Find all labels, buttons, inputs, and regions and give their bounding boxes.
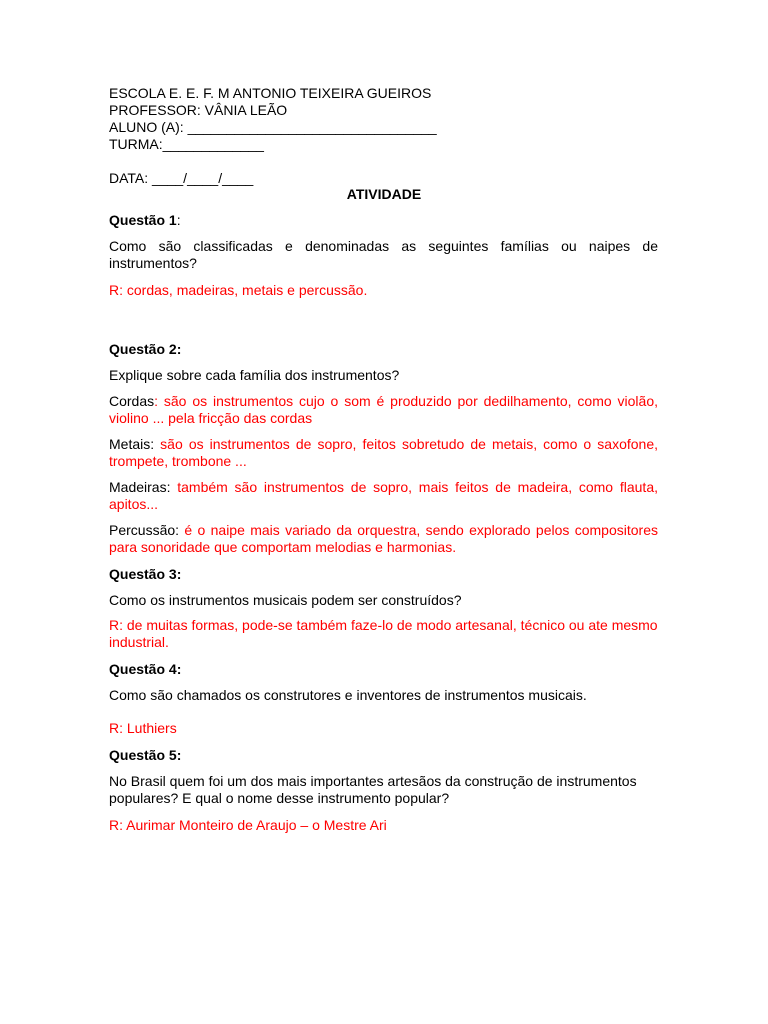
teacher-line: PROFESSOR: VÂNIA LEÃO (109, 102, 288, 118)
answer-percussao-text: é o naipe mais variado da orquestra, sendo explorado pelos compositores para sonoridade que comportam melodias e harmonias. (109, 522, 658, 555)
student-line: ALUNO (A): ________________________________ (109, 119, 437, 135)
question-2-label: Questão 2: (109, 341, 182, 357)
question-1-label: Questão 1 (109, 212, 177, 228)
date-line: DATA: ____/____/____ (109, 170, 254, 186)
question-4-text: Como são chamados os construtores e inventores de instrumentos musicais. (109, 687, 587, 703)
school-name: ESCOLA E. E. F. M ANTONIO TEIXEIRA GUEIROS (109, 85, 432, 101)
answer-percussao-label: Percussão: (109, 522, 180, 538)
question-1-heading (109, 212, 658, 229)
question-4-answer: R: Luthiers (109, 720, 177, 736)
answer-cordas (109, 393, 658, 427)
question-1-colon: : (176, 212, 181, 228)
answer-madeiras-text: também são instrumentos de sopro, mais feitos de madeira, como flauta, apitos... (109, 479, 658, 512)
question-5-answer: R: Aurimar Monteiro de Araujo – o Mestre Ari (109, 817, 387, 833)
answer-metais-text: são os instrumentos de sopro, feitos sobretudo de metais, como o saxofone, trompete, trombone ... (109, 436, 658, 469)
question-5-text: No Brasil quem foi um dos mais importantes artesãos da construção de instrumentos populares? E qual o nome desse instrumento popular? (109, 773, 637, 806)
question-5-label: Questão 5: (109, 747, 182, 763)
answer-percussao (109, 522, 658, 556)
question-3-answer: R: de muitas formas, pode-se também faze-lo de modo artesanal, técnico ou ate mesmo industrial. (109, 617, 658, 650)
question-1-text: Como são classificadas e denominadas as seguintes famílias ou naipes de instrumentos? (109, 238, 658, 271)
answer-cordas-label: Cordas (109, 393, 155, 409)
question-4-label: Questão 4: (109, 661, 182, 677)
question-3-text: Como os instrumentos musicais podem ser construídos? (109, 592, 462, 608)
answer-cordas-text: : são os instrumentos cujo o som é produzido por dedilhamento, como violão, violino ... pela fricção das cordas (109, 393, 658, 426)
page-title: ATIVIDADE (346, 186, 422, 202)
question-1-answer: R: cordas, madeiras, metais e percussão. (109, 282, 368, 298)
answer-madeiras-label: Madeiras: (109, 479, 171, 495)
class-line: TURMA:_____________ (109, 136, 264, 152)
answer-metais (109, 436, 658, 470)
answer-metais-label: Metais: (109, 436, 155, 452)
question-3-label: Questão 3: (109, 566, 182, 582)
question-2-text: Explique sobre cada família dos instrumentos? (109, 367, 400, 383)
answer-madeiras (109, 479, 658, 513)
